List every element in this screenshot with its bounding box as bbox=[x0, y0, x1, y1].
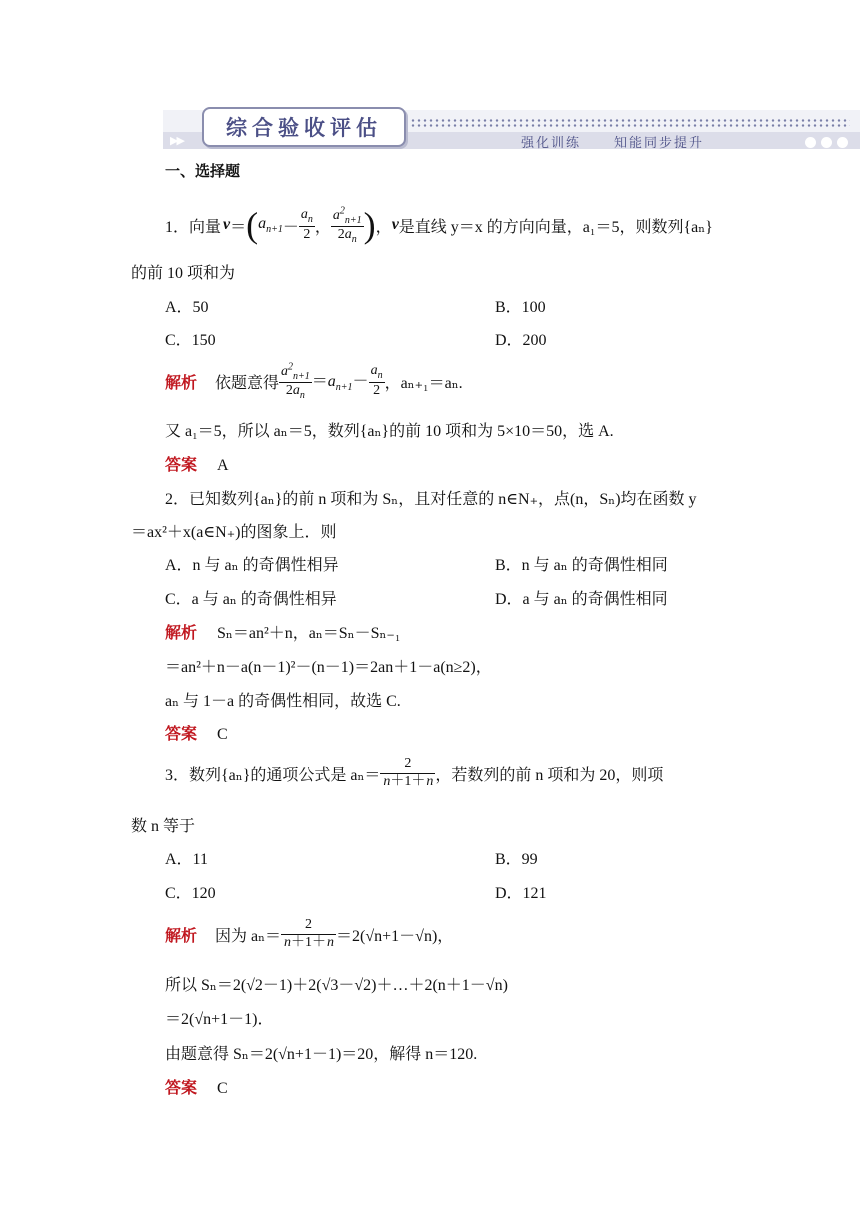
header-dot-pattern bbox=[410, 118, 850, 128]
q2-answer-label: 答案 bbox=[165, 726, 198, 743]
section-title: 一、选择题 bbox=[165, 162, 241, 180]
q3-answer-label: 答案 bbox=[165, 1080, 198, 1097]
q1-analysis-label: 解析 bbox=[165, 374, 198, 392]
q2-analysis-row bbox=[165, 620, 400, 643]
q1-option-b: B．100 bbox=[495, 299, 546, 316]
q3-stem-rest: ，若数列的前 n 项和为 20，则项 bbox=[435, 766, 664, 784]
q3-answer-row bbox=[165, 1075, 228, 1098]
q1-stem-line2: 的前 10 项和为 bbox=[131, 265, 236, 282]
q3-analysis-line2: 所以 Sₙ＝2(√2－1)＋2(√3－√2)＋…＋2(n＋1－√n) bbox=[165, 977, 508, 994]
q2-stem-line1: 2．已知数列{aₙ}的前 n 项和为 Sₙ，且对任意的 n∈N₊，点(n，Sₙ)均在函数 y bbox=[165, 491, 697, 508]
q3-analysis-line3: ＝2(√n+1－1)． bbox=[165, 1011, 274, 1028]
q1-answer: A bbox=[217, 457, 229, 474]
q2-analysis-line2: ＝an²＋n－a(n－1)²－(n－1)＝2an＋1－a(n≥2)， bbox=[165, 659, 492, 676]
q3-analysis-text: 因为 aₙ＝ bbox=[215, 927, 282, 945]
q1-option-c: C．150 bbox=[165, 332, 216, 349]
vector-v-symbol: v bbox=[223, 216, 231, 233]
q2-option-a: A．n 与 aₙ 的奇偶性相异 bbox=[165, 557, 339, 574]
q2-analysis-label: 解析 bbox=[165, 625, 198, 642]
q1-option-d: D．200 bbox=[495, 332, 547, 349]
q3-stem-line2: 数 n 等于 bbox=[131, 818, 196, 835]
q1-answer-label: 答案 bbox=[165, 457, 198, 474]
q2-option-d: D．a 与 aₙ 的奇偶性相同 bbox=[495, 591, 668, 608]
q3-answer: C bbox=[217, 1080, 228, 1097]
arrow-icon: ▶▶ bbox=[170, 134, 183, 147]
q1-answer-row bbox=[165, 452, 229, 475]
header-title-box bbox=[202, 107, 406, 147]
q1-analysis-text: 依题意得 bbox=[215, 374, 280, 392]
q2-stem-line2: ＝ax²＋x(a∈N₊)的图象上．则 bbox=[131, 524, 337, 541]
q1-option-a: A．50 bbox=[165, 299, 209, 316]
q3-option-d: D．121 bbox=[495, 885, 547, 902]
q1-analysis-line2: 又 a₁＝5，所以 aₙ＝5，数列{aₙ}的前 10 项和为 5×10＝50，选 A. bbox=[165, 423, 614, 440]
q2-option-c: C．a 与 aₙ 的奇偶性相异 bbox=[165, 591, 337, 608]
q3-analysis-text-end: ＝2(√n+1－√n)， bbox=[336, 927, 454, 945]
q3-analysis-line4: 由题意得 Sₙ＝2(√n+1－1)＝20，解得 n＝120. bbox=[165, 1046, 478, 1063]
q1-stem-rest: 是直线 y＝x 的方向向量，a₁＝5，则数列{aₙ} bbox=[398, 218, 713, 236]
q3-stem-prefix: 3．数列{aₙ}的通项公式是 aₙ＝ bbox=[165, 766, 381, 784]
q2-analysis-line1: Sₙ＝an²＋n，aₙ＝Sₙ－Sₙ₋₁ bbox=[217, 625, 401, 642]
q3-option-b: B．99 bbox=[495, 851, 538, 868]
q1-analysis-text-end: ，aₙ₊₁＝aₙ. bbox=[384, 374, 463, 392]
q1-stem-line1: 1．向量 v ＝ ( $a_{n+1}$ － $\frac{a_n}{2}$ ， $\frac{a^2_{n+1}}{2a_n}$ ) ， v 是直线 y＝x 的方向向量，a₁＝5，则数列{aₙ} bbox=[165, 204, 713, 245]
q3-option-a: A．11 bbox=[165, 851, 208, 868]
header-circles-icon bbox=[805, 135, 853, 153]
header-subtitle-left: 强化训练 bbox=[521, 136, 582, 151]
q3-analysis-line1: 解析 因为 aₙ＝ $\frac{2}{n+1+n}$ ＝2(√n+1－√n)， bbox=[165, 917, 454, 950]
q1-stem-prefix: 1．向量 bbox=[165, 218, 222, 236]
q1-analysis-line1: 解析 依题意得 $\frac{a^2_{n+1}}{2a_n}$ $=a_{n+1}-$ $\frac{a_n}{2}$ ，aₙ₊₁＝aₙ. bbox=[165, 360, 463, 401]
q2-answer: C bbox=[217, 726, 228, 743]
q3-option-c: C．120 bbox=[165, 885, 216, 902]
q2-option-b: B．n 与 aₙ 的奇偶性相同 bbox=[495, 557, 668, 574]
q3-analysis-label: 解析 bbox=[165, 927, 198, 945]
q2-answer-row bbox=[165, 721, 228, 744]
header-subtitle-right: 知能同步提升 bbox=[614, 136, 705, 151]
header-title: 综合验收评估 bbox=[226, 116, 382, 140]
q2-analysis-line3: aₙ 与 1－a 的奇偶性相同，故选 C. bbox=[165, 693, 401, 710]
q3-stem-line1: 3．数列{aₙ}的通项公式是 aₙ＝ $\frac{2}{n+1+n}$ ，若数列的前 n 项和为 20，则项 bbox=[165, 756, 664, 789]
